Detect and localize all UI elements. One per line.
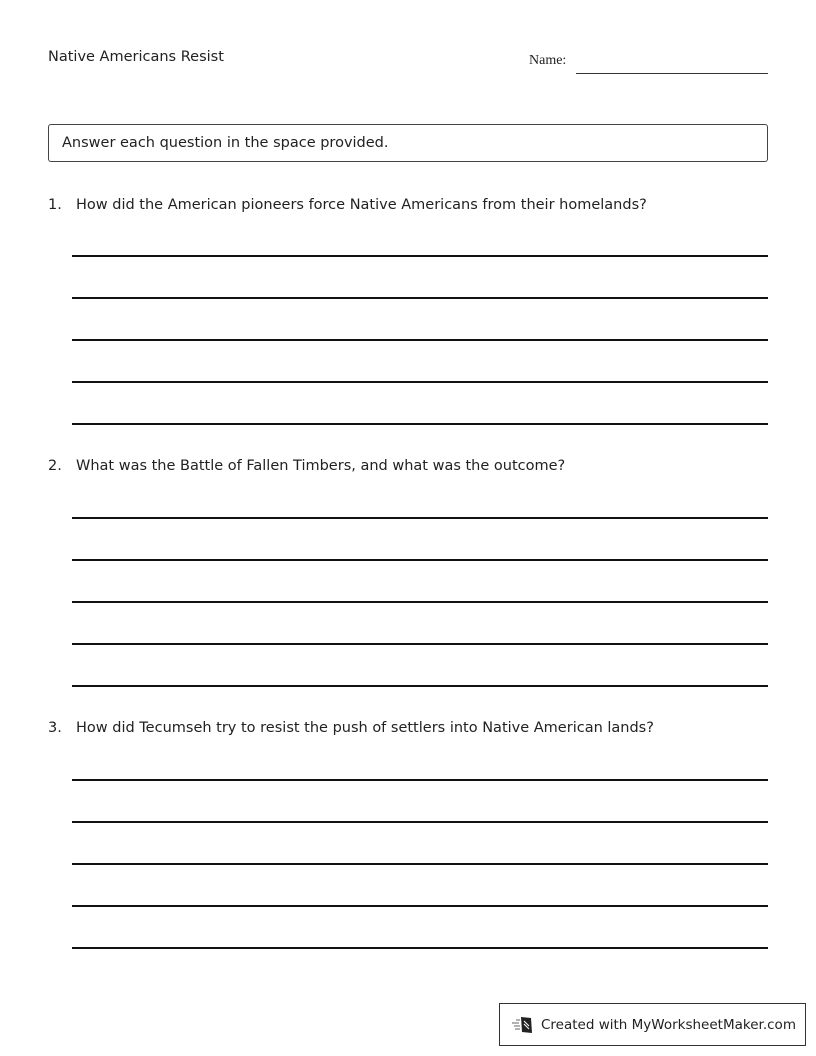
answer-line[interactable] xyxy=(72,947,768,949)
answer-line[interactable] xyxy=(72,423,768,425)
question-number: 3. xyxy=(48,720,62,736)
question-1 xyxy=(48,197,647,213)
instructions-text: Answer each question in the space provided. xyxy=(62,135,389,151)
question-text: What was the Battle of Fallen Timbers, and what was the outcome? xyxy=(76,458,566,474)
question-2 xyxy=(48,458,565,474)
answer-line[interactable] xyxy=(72,863,768,865)
answer-line[interactable] xyxy=(72,905,768,907)
answer-line[interactable] xyxy=(72,517,768,519)
answer-line[interactable] xyxy=(72,643,768,645)
answer-line[interactable] xyxy=(72,381,768,383)
answer-line[interactable] xyxy=(72,779,768,781)
question-3 xyxy=(48,720,654,736)
instructions-box xyxy=(48,124,768,162)
answer-line[interactable] xyxy=(72,685,768,687)
question-text: How did the American pioneers force Native Americans from their homelands? xyxy=(76,197,647,213)
footer-text: Created with MyWorksheetMaker.com xyxy=(541,1017,796,1033)
answer-line[interactable] xyxy=(72,821,768,823)
answer-line[interactable] xyxy=(72,601,768,603)
worksheet-title: Native Americans Resist xyxy=(48,49,224,65)
answer-line[interactable] xyxy=(72,297,768,299)
answer-line[interactable] xyxy=(72,255,768,257)
worksheet-logo-icon xyxy=(512,1016,534,1034)
question-number: 1. xyxy=(48,197,62,213)
answer-line[interactable] xyxy=(72,339,768,341)
question-text: How did Tecumseh try to resist the push of settlers into Native American lands? xyxy=(76,720,654,736)
name-field-line[interactable] xyxy=(576,73,768,74)
footer-badge[interactable] xyxy=(499,1003,806,1046)
name-label: Name: xyxy=(529,53,567,68)
question-number: 2. xyxy=(48,458,62,474)
answer-line[interactable] xyxy=(72,559,768,561)
